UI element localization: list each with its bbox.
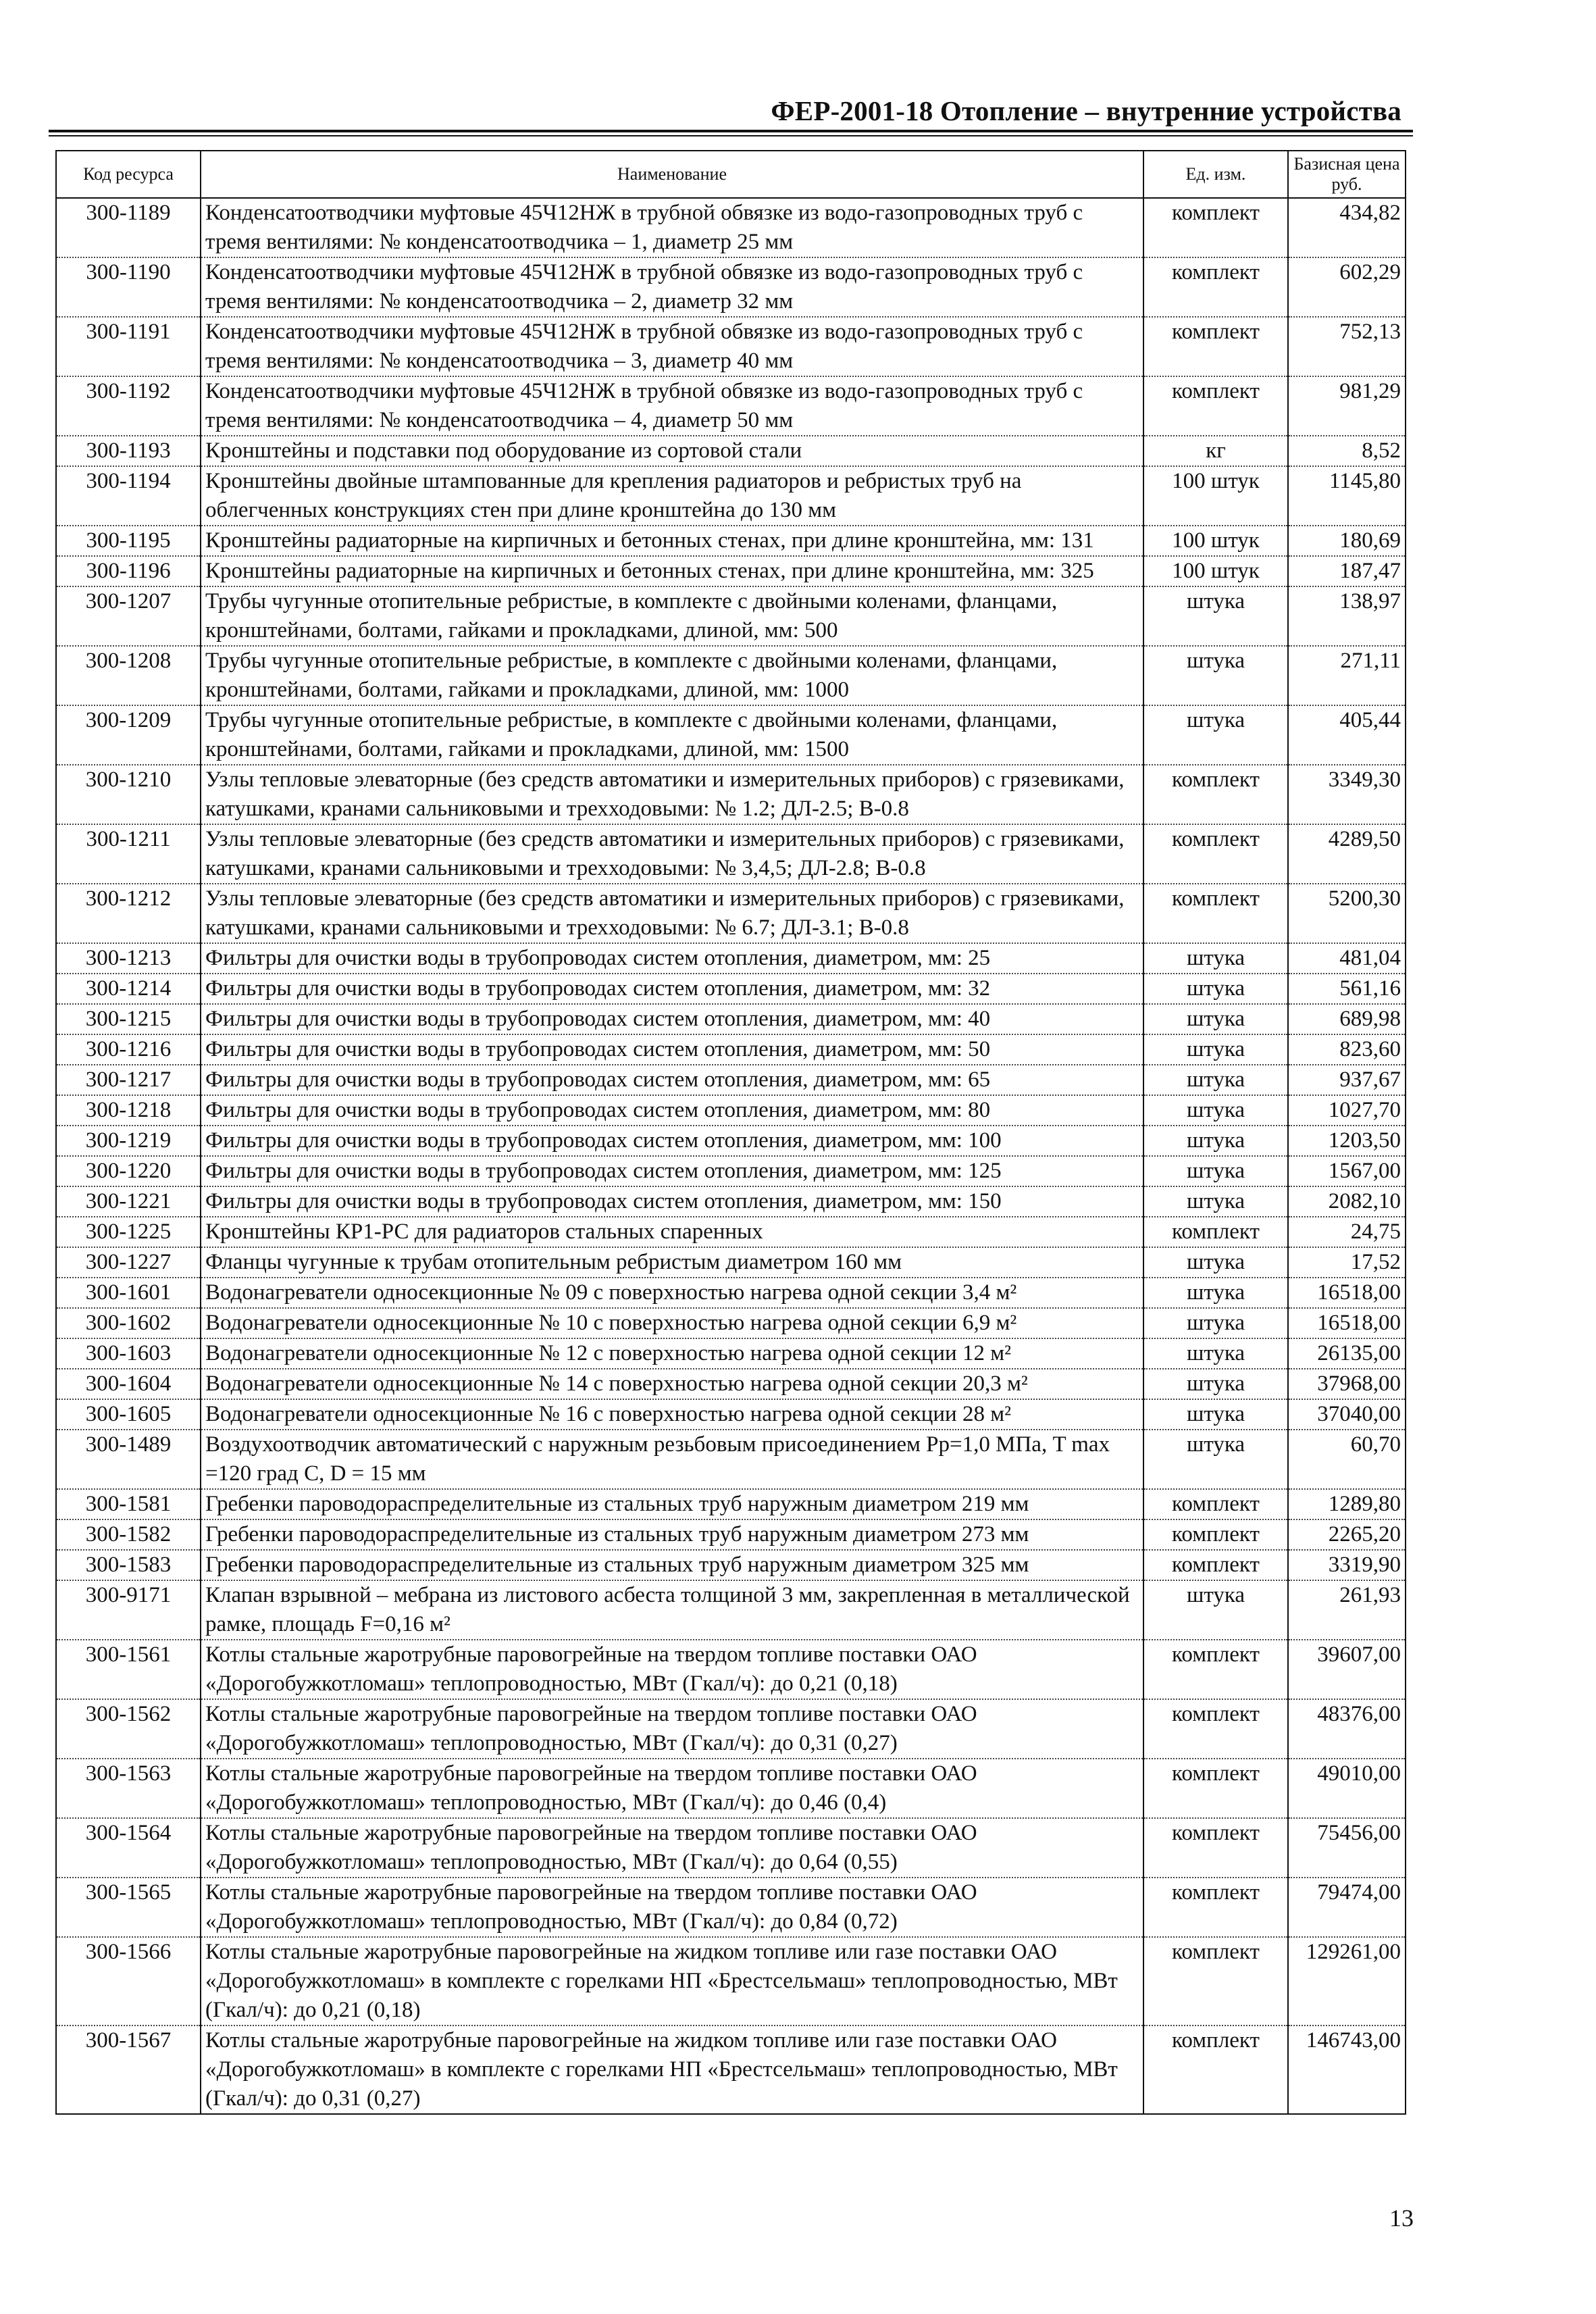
resource-code-cell: 300-1567 — [56, 2026, 201, 2114]
unit-cell: штука — [1143, 1278, 1288, 1308]
resource-code-cell: 300-1562 — [56, 1699, 201, 1759]
resource-name-cell: Водонагреватели односекционные № 16 с поверхностью нагрева одной секции 28 м² — [201, 1399, 1143, 1430]
price-cell: 1203,50 — [1288, 1126, 1406, 1156]
price-cell: 49010,00 — [1288, 1759, 1406, 1818]
resource-code-cell: 300-1190 — [56, 257, 201, 317]
unit-cell: комплект — [1143, 824, 1288, 884]
table-row — [56, 2026, 1406, 2114]
table-row — [56, 1640, 1406, 1699]
table-row — [56, 1759, 1406, 1818]
price-cell: 2265,20 — [1288, 1519, 1406, 1550]
table-header-row — [56, 151, 1406, 198]
resource-name-cell: Кронштейны радиаторные на кирпичных и бетонных стенах, при длине кронштейна, мм: 131 — [201, 526, 1143, 556]
table-row — [56, 466, 1406, 526]
table-body — [56, 198, 1406, 2114]
price-cell: 16518,00 — [1288, 1308, 1406, 1338]
price-cell: 981,29 — [1288, 376, 1406, 436]
unit-cell: штука — [1143, 974, 1288, 1004]
resource-code-cell: 300-1194 — [56, 466, 201, 526]
unit-cell: комплект — [1143, 1217, 1288, 1247]
resource-name-cell: Воздухоотводчик автоматический с наружным резьбовым присоединением Рр=1,0 МПа, T max =120 град С, D = 15 мм — [201, 1430, 1143, 1489]
table-row — [56, 1126, 1406, 1156]
unit-cell: 100 штук — [1143, 466, 1288, 526]
resource-name-cell: Водонагреватели односекционные № 14 с поверхностью нагрева одной секции 20,3 м² — [201, 1369, 1143, 1399]
table-row — [56, 436, 1406, 466]
price-cell: 187,47 — [1288, 556, 1406, 586]
column-header-name: Наименование — [201, 151, 1143, 198]
price-cell: 138,97 — [1288, 586, 1406, 646]
price-cell: 1145,80 — [1288, 466, 1406, 526]
unit-cell: штука — [1143, 1004, 1288, 1034]
resource-code-cell: 300-1212 — [56, 884, 201, 943]
resource-name-cell: Котлы стальные жаротрубные паровогрейные на твердом топливе поставки ОАО «Дорогобужкотломаш» теплопроводностью, МВт (Гкал/ч): до 0,46 (0,4) — [201, 1759, 1143, 1818]
resource-code-cell: 300-1566 — [56, 1937, 201, 2026]
price-cell: 24,75 — [1288, 1217, 1406, 1247]
price-cell: 48376,00 — [1288, 1699, 1406, 1759]
unit-cell: штука — [1143, 1065, 1288, 1095]
unit-cell: комплект — [1143, 1878, 1288, 1937]
document-title: ФЕР-2001-18 Отопление – внутренние устройства — [771, 95, 1401, 126]
table-row — [56, 1338, 1406, 1369]
table-row — [56, 765, 1406, 824]
table-row — [56, 1937, 1406, 2026]
unit-cell: штука — [1143, 646, 1288, 705]
table-row — [56, 1489, 1406, 1519]
unit-cell: комплект — [1143, 1937, 1288, 2026]
resource-name-cell: Котлы стальные жаротрубные паровогрейные на жидком топливе или газе поставки ОАО «Дорогобужкотломаш» в комплекте с горелками НП «Брестсельмаш» теплопроводностью, МВт (Гкал/ч): до 0,21 (0,18) — [201, 1937, 1143, 2026]
resource-name-cell: Фильтры для очистки воды в трубопроводах систем отопления, диаметром, мм: 80 — [201, 1095, 1143, 1126]
unit-cell: штука — [1143, 1095, 1288, 1126]
resource-code-cell: 300-1219 — [56, 1126, 201, 1156]
unit-cell: комплект — [1143, 198, 1288, 257]
unit-cell: комплект — [1143, 257, 1288, 317]
resource-code-cell: 300-1195 — [56, 526, 201, 556]
price-cell: 26135,00 — [1288, 1338, 1406, 1369]
resource-name-cell: Гребенки пароводораспределительные из стальных труб наружным диаметром 219 мм — [201, 1489, 1143, 1519]
resource-code-cell: 300-1582 — [56, 1519, 201, 1550]
unit-cell: штука — [1143, 943, 1288, 974]
resource-code-cell: 300-1193 — [56, 436, 201, 466]
resource-code-cell: 300-1216 — [56, 1034, 201, 1065]
table-row — [56, 198, 1406, 257]
table-row — [56, 1369, 1406, 1399]
unit-cell: кг — [1143, 436, 1288, 466]
table-row — [56, 1818, 1406, 1878]
resource-code-cell: 300-1214 — [56, 974, 201, 1004]
table-row — [56, 1430, 1406, 1489]
resource-code-cell: 300-9171 — [56, 1580, 201, 1640]
unit-cell: штука — [1143, 1186, 1288, 1217]
price-cell: 39607,00 — [1288, 1640, 1406, 1699]
price-cell: 1027,70 — [1288, 1095, 1406, 1126]
resource-name-cell: Конденсатоотводчики муфтовые 45Ч12НЖ в трубной обвязке из водо-газопроводных труб с тремя вентилями: № конденсатоотводчика – 3, диаметр 40 мм — [201, 317, 1143, 376]
resource-name-cell: Узлы тепловые элеваторные (без средств автоматики и измерительных приборов) с грязевиками, катушками, кранами сальниковыми и трехходовыми: № 6.7; ДЛ-3.1; В-0.8 — [201, 884, 1143, 943]
resource-name-cell: Фильтры для очистки воды в трубопроводах систем отопления, диаметром, мм: 65 — [201, 1065, 1143, 1095]
resource-name-cell: Водонагреватели односекционные № 12 с поверхностью нагрева одной секции 12 м² — [201, 1338, 1143, 1369]
price-cell: 481,04 — [1288, 943, 1406, 974]
table-row — [56, 884, 1406, 943]
resource-name-cell: Фильтры для очистки воды в трубопроводах систем отопления, диаметром, мм: 25 — [201, 943, 1143, 974]
unit-cell: штука — [1143, 1156, 1288, 1186]
unit-cell: комплект — [1143, 1699, 1288, 1759]
resource-code-cell: 300-1605 — [56, 1399, 201, 1430]
resource-name-cell: Кронштейны КР1-РС для радиаторов стальных спаренных — [201, 1217, 1143, 1247]
resource-code-cell: 300-1489 — [56, 1430, 201, 1489]
resource-name-cell: Котлы стальные жаротрубные паровогрейные на твердом топливе поставки ОАО «Дорогобужкотломаш» теплопроводностью, МВт (Гкал/ч): до 0,84 (0,72) — [201, 1878, 1143, 1937]
resource-code-cell: 300-1210 — [56, 765, 201, 824]
resource-name-cell: Кронштейны двойные штампованные для крепления радиаторов и ребристых труб на облегченных конструкциях стен при длине кронштейна до 130 мм — [201, 466, 1143, 526]
price-cell: 271,11 — [1288, 646, 1406, 705]
unit-cell: штука — [1143, 586, 1288, 646]
resource-code-cell: 300-1227 — [56, 1247, 201, 1278]
price-cell: 561,16 — [1288, 974, 1406, 1004]
price-cell: 37040,00 — [1288, 1399, 1406, 1430]
resource-code-cell: 300-1221 — [56, 1186, 201, 1217]
table-row — [56, 1878, 1406, 1937]
price-cell: 261,93 — [1288, 1580, 1406, 1640]
resource-code-cell: 300-1192 — [56, 376, 201, 436]
unit-cell: комплект — [1143, 1550, 1288, 1580]
table-row — [56, 1034, 1406, 1065]
unit-cell: комплект — [1143, 1640, 1288, 1699]
table-row — [56, 1278, 1406, 1308]
table-row — [56, 257, 1406, 317]
resource-code-cell: 300-1563 — [56, 1759, 201, 1818]
resource-name-cell: Фильтры для очистки воды в трубопроводах систем отопления, диаметром, мм: 150 — [201, 1186, 1143, 1217]
price-cell: 405,44 — [1288, 705, 1406, 765]
unit-cell: штука — [1143, 1580, 1288, 1640]
price-cell: 3349,30 — [1288, 765, 1406, 824]
resource-name-cell: Конденсатоотводчики муфтовые 45Ч12НЖ в трубной обвязке из водо-газопроводных труб с тремя вентилями: № конденсатоотводчика – 2, диаметр 32 мм — [201, 257, 1143, 317]
unit-cell: комплект — [1143, 1489, 1288, 1519]
header-rule — [49, 130, 1413, 132]
price-cell: 4289,50 — [1288, 824, 1406, 884]
resource-code-cell: 300-1215 — [56, 1004, 201, 1034]
resource-code-cell: 300-1581 — [56, 1489, 201, 1519]
table-row — [56, 1217, 1406, 1247]
resource-name-cell: Фильтры для очистки воды в трубопроводах систем отопления, диаметром, мм: 100 — [201, 1126, 1143, 1156]
resource-name-cell: Фильтры для очистки воды в трубопроводах систем отопления, диаметром, мм: 50 — [201, 1034, 1143, 1065]
unit-cell: комплект — [1143, 2026, 1288, 2114]
table-row — [56, 974, 1406, 1004]
price-cell: 60,70 — [1288, 1430, 1406, 1489]
resource-name-cell: Трубы чугунные отопительные ребристые, в комплекте с двойными коленами, фланцами, кронштейнами, болтами, гайками и прокладками, длиной, мм: 1000 — [201, 646, 1143, 705]
resource-code-cell: 300-1217 — [56, 1065, 201, 1095]
table-row — [56, 1699, 1406, 1759]
unit-cell: комплект — [1143, 1818, 1288, 1878]
resource-name-cell: Узлы тепловые элеваторные (без средств автоматики и измерительных приборов) с грязевиками, катушками, кранами сальниковыми и трехходовыми: № 3,4,5; ДЛ-2.8; В-0.8 — [201, 824, 1143, 884]
table-row — [56, 1065, 1406, 1095]
resource-code-cell: 300-1211 — [56, 824, 201, 884]
resource-name-cell: Трубы чугунные отопительные ребристые, в комплекте с двойными коленами, фланцами, кронштейнами, болтами, гайками и прокладками, длиной, мм: 500 — [201, 586, 1143, 646]
table-row — [56, 376, 1406, 436]
resource-name-cell: Трубы чугунные отопительные ребристые, в комплекте с двойными коленами, фланцами, кронштейнами, болтами, гайками и прокладками, длиной, мм: 1500 — [201, 705, 1143, 765]
price-cell: 8,52 — [1288, 436, 1406, 466]
resource-name-cell: Клапан взрывной – мебрана из листового асбеста толщиной 3 мм, закрепленная в металлической рамке, площадь F=0,16 м² — [201, 1580, 1143, 1640]
resource-name-cell: Фильтры для очистки воды в трубопроводах систем отопления, диаметром, мм: 125 — [201, 1156, 1143, 1186]
unit-cell: штука — [1143, 1308, 1288, 1338]
price-cell: 434,82 — [1288, 198, 1406, 257]
unit-cell: 100 штук — [1143, 556, 1288, 586]
unit-cell: комплект — [1143, 884, 1288, 943]
resource-code-cell: 300-1208 — [56, 646, 201, 705]
resource-name-cell: Котлы стальные жаротрубные паровогрейные на твердом топливе поставки ОАО «Дорогобужкотломаш» теплопроводностью, МВт (Гкал/ч): до 0,31 (0,27) — [201, 1699, 1143, 1759]
table-row — [56, 526, 1406, 556]
unit-cell: комплект — [1143, 376, 1288, 436]
table-row — [56, 646, 1406, 705]
column-header-price: Базисная цена руб. — [1288, 151, 1406, 198]
resource-name-cell: Котлы стальные жаротрубные паровогрейные на жидком топливе или газе поставки ОАО «Дорогобужкотломаш» в комплекте с горелками НП «Брестсельмаш» теплопроводностью, МВт (Гкал/ч): до 0,31 (0,27) — [201, 2026, 1143, 2114]
page-number: 13 — [1389, 2205, 1414, 2232]
unit-cell: комплект — [1143, 1519, 1288, 1550]
resource-name-cell: Фильтры для очистки воды в трубопроводах систем отопления, диаметром, мм: 40 — [201, 1004, 1143, 1034]
resource-name-cell: Кронштейны радиаторные на кирпичных и бетонных стенах, при длине кронштейна, мм: 325 — [201, 556, 1143, 586]
price-cell: 3319,90 — [1288, 1550, 1406, 1580]
table-row — [56, 705, 1406, 765]
unit-cell: 100 штук — [1143, 526, 1288, 556]
resource-code-cell: 300-1225 — [56, 1217, 201, 1247]
unit-cell: комплект — [1143, 765, 1288, 824]
resource-code-cell: 300-1213 — [56, 943, 201, 974]
unit-cell: штука — [1143, 1034, 1288, 1065]
resource-code-cell: 300-1220 — [56, 1156, 201, 1186]
unit-cell: комплект — [1143, 317, 1288, 376]
header-rule-thin — [49, 135, 1413, 136]
resource-code-cell: 300-1602 — [56, 1308, 201, 1338]
resource-name-cell: Гребенки пароводораспределительные из стальных труб наружным диаметром 325 мм — [201, 1550, 1143, 1580]
resource-code-cell: 300-1564 — [56, 1818, 201, 1878]
resource-code-cell: 300-1603 — [56, 1338, 201, 1369]
table-row — [56, 1550, 1406, 1580]
resource-name-cell: Конденсатоотводчики муфтовые 45Ч12НЖ в трубной обвязке из водо-газопроводных труб с тремя вентилями: № конденсатоотводчика – 1, диаметр 25 мм — [201, 198, 1143, 257]
resource-name-cell: Конденсатоотводчики муфтовые 45Ч12НЖ в трубной обвязке из водо-газопроводных труб с тремя вентилями: № конденсатоотводчика – 4, диаметр 50 мм — [201, 376, 1143, 436]
price-cell: 146743,00 — [1288, 2026, 1406, 2114]
price-cell: 16518,00 — [1288, 1278, 1406, 1308]
table-row — [56, 1247, 1406, 1278]
table-row — [56, 1580, 1406, 1640]
price-cell: 937,67 — [1288, 1065, 1406, 1095]
table-row — [56, 586, 1406, 646]
table-row — [56, 1004, 1406, 1034]
unit-cell: комплект — [1143, 1759, 1288, 1818]
resource-code-cell: 300-1218 — [56, 1095, 201, 1126]
column-header-unit: Ед. изм. — [1143, 151, 1288, 198]
price-cell: 37968,00 — [1288, 1369, 1406, 1399]
unit-cell: штука — [1143, 1126, 1288, 1156]
price-cell: 1567,00 — [1288, 1156, 1406, 1186]
column-header-code: Код ресурса — [56, 151, 201, 198]
resource-name-cell: Котлы стальные жаротрубные паровогрейные на твердом топливе поставки ОАО «Дорогобужкотломаш» теплопроводностью, МВт (Гкал/ч): до 0,64 (0,55) — [201, 1818, 1143, 1878]
resource-code-cell: 300-1191 — [56, 317, 201, 376]
resource-name-cell: Котлы стальные жаротрубные паровогрейные на твердом топливе поставки ОАО «Дорогобужкотломаш» теплопроводностью, МВт (Гкал/ч): до 0,21 (0,18) — [201, 1640, 1143, 1699]
table-row — [56, 1519, 1406, 1550]
resource-code-cell: 300-1209 — [56, 705, 201, 765]
resource-name-cell: Водонагреватели односекционные № 10 с поверхностью нагрева одной секции 6,9 м² — [201, 1308, 1143, 1338]
resource-name-cell: Кронштейны и подставки под оборудование из сортовой стали — [201, 436, 1143, 466]
price-cell: 75456,00 — [1288, 1818, 1406, 1878]
resource-code-cell: 300-1561 — [56, 1640, 201, 1699]
table-row — [56, 943, 1406, 974]
resource-code-cell: 300-1565 — [56, 1878, 201, 1937]
table-row — [56, 1399, 1406, 1430]
resource-code-cell: 300-1604 — [56, 1369, 201, 1399]
resource-code-cell: 300-1583 — [56, 1550, 201, 1580]
price-cell: 1289,80 — [1288, 1489, 1406, 1519]
resource-name-cell: Узлы тепловые элеваторные (без средств автоматики и измерительных приборов) с грязевиками, катушками, кранами сальниковыми и трехходовыми: № 1.2; ДЛ-2.5; В-0.8 — [201, 765, 1143, 824]
table-row — [56, 1095, 1406, 1126]
table-row — [56, 1156, 1406, 1186]
price-cell: 823,60 — [1288, 1034, 1406, 1065]
price-cell: 5200,30 — [1288, 884, 1406, 943]
price-cell: 602,29 — [1288, 257, 1406, 317]
price-cell: 689,98 — [1288, 1004, 1406, 1034]
price-cell: 752,13 — [1288, 317, 1406, 376]
resource-price-table — [55, 150, 1406, 2115]
unit-cell: штука — [1143, 705, 1288, 765]
table-row — [56, 556, 1406, 586]
table-row — [56, 317, 1406, 376]
unit-cell: штука — [1143, 1247, 1288, 1278]
resource-code-cell: 300-1189 — [56, 198, 201, 257]
price-cell: 2082,10 — [1288, 1186, 1406, 1217]
table-row — [56, 1308, 1406, 1338]
resource-name-cell: Водонагреватели односекционные № 09 с поверхностью нагрева одной секции 3,4 м² — [201, 1278, 1143, 1308]
resource-name-cell: Фланцы чугунные к трубам отопительным ребристым диаметром 160 мм — [201, 1247, 1143, 1278]
price-cell: 79474,00 — [1288, 1878, 1406, 1937]
resource-code-cell: 300-1207 — [56, 586, 201, 646]
table-row — [56, 1186, 1406, 1217]
price-cell: 180,69 — [1288, 526, 1406, 556]
resource-code-cell: 300-1196 — [56, 556, 201, 586]
resource-name-cell: Фильтры для очистки воды в трубопроводах систем отопления, диаметром, мм: 32 — [201, 974, 1143, 1004]
unit-cell: штука — [1143, 1399, 1288, 1430]
unit-cell: штука — [1143, 1338, 1288, 1369]
unit-cell: штука — [1143, 1369, 1288, 1399]
price-cell: 129261,00 — [1288, 1937, 1406, 2026]
table-row — [56, 824, 1406, 884]
price-cell: 17,52 — [1288, 1247, 1406, 1278]
resource-code-cell: 300-1601 — [56, 1278, 201, 1308]
resource-name-cell: Гребенки пароводораспределительные из стальных труб наружным диаметром 273 мм — [201, 1519, 1143, 1550]
unit-cell: штука — [1143, 1430, 1288, 1489]
